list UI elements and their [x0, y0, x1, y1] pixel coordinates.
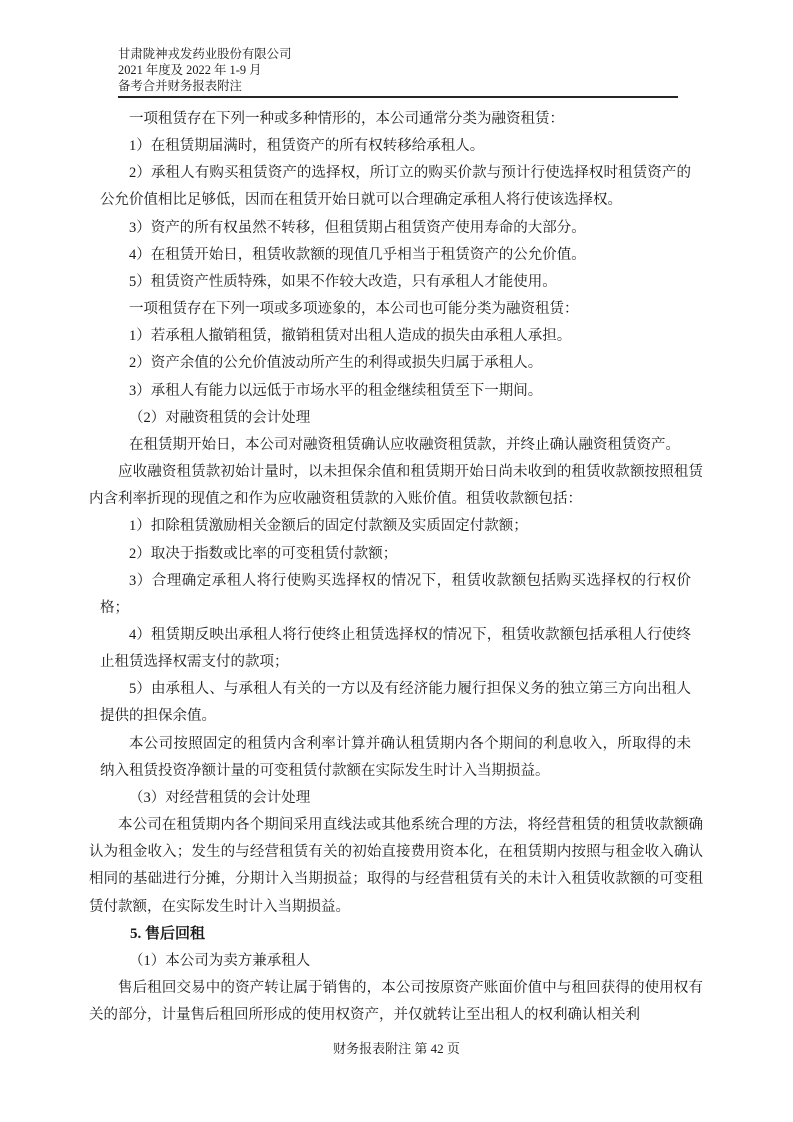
subsection-title: （2）对融资租赁的会计处理	[129, 409, 311, 426]
paragraph: 本公司按照固定的租赁内含利率计算并确认租赁期内各个期间的利息收入，所取得的未纳入租赁投资净额计量的可变租赁付款额在实际发生时计入当期损益。	[100, 735, 691, 779]
page-header	[118, 47, 678, 98]
report-period: 2021 年度及 2022 年 1-9 月	[118, 62, 262, 77]
company-name: 甘肃陇神戎发药业股份有限公司	[118, 47, 292, 61]
list-item: 2）资产余值的公允价值波动所产生的利得或损失归属于承租人。	[129, 355, 543, 372]
list-item: 3）资产的所有权虽然不转移，但租赁期占租赁资产使用寿命的大部分。	[129, 219, 586, 236]
list-item: 1）在租赁期届满时，租赁资产的所有权转移给承租人。	[129, 138, 485, 155]
doc-title: 备考合并财务报表附注	[118, 78, 242, 93]
subsection-title: （1）本公司为卖方兼承租人	[129, 952, 311, 969]
list-item: 5）由承租人、与承租人有关的一方以及有经济能力履行担保义务的独立第三方向出租人提供的担保余值。	[100, 681, 691, 725]
paragraph: 一项租赁存在下列一项或多项迹象的，本公司也可能分类为融资租赁：	[129, 301, 579, 318]
list-item: 4）租赁期反映出承租人将行使终止租赁选择权的情况下，租赁收款额包括承租人行使终止租赁选择权需支付的款项；	[100, 626, 691, 671]
paragraph: 本公司在租赁期内各个期间采用直线法或其他系统合理的方法，将经营租赁的租赁收款额确认为租金收入；发生的与经营租赁有关的初始直接费用资本化，在租赁期内按照与租金收入确认相同的基础进行分摊，分期计入当期损益；取得的与经营租赁有关的未计入租赁收款额的可变租赁付款额，在实际发生时计入当期损益。	[89, 817, 703, 915]
paragraph: 售后租回交易中的资产转让属于销售的，本公司按原资产账面价值中与租回获得的使用权有关的部分，计量售后租回所形成的使用权资产，并仅就转让至出租人的权利确认相关利	[89, 980, 703, 1024]
section-heading: 5. 售后回租	[130, 925, 206, 942]
paragraph: 应收融资租赁款初始计量时，以未担保余值和租赁期开始日尚未收到的租赁收款额按照租赁内含利率折现的现值之和作为应收融资租赁款的入账价值。租赁收款额包括：	[89, 464, 703, 508]
subsection-title: （3）对经营租赁的会计处理	[129, 789, 311, 806]
list-item: 2）承租人有购买租赁资产的选择权，所订立的购买价款与预计行使选择权时租赁资产的公允价值相比足够低，因而在租赁开始日就可以合理确定承租人将行使该选择权。	[100, 165, 691, 209]
list-item: 1）若承租人撤销租赁，撤销租赁对出租人造成的损失由承租人承担。	[129, 328, 572, 345]
list-item: 3）合理确定承租人将行使购买选择权的情况下，租赁收款额包括购买选择权的行权价格；	[100, 572, 691, 616]
page-footer: 财务报表附注 第 42 页	[333, 1041, 460, 1056]
paragraph: 在租赁期开始日，本公司对融资租赁确认应收融资租赁款，并终止确认融资租赁资产。	[129, 436, 680, 453]
list-item: 1）扣除租赁激励相关金额后的固定付款额及实质固定付款额；	[129, 518, 528, 535]
paragraph: 一项租赁存在下列一种或多种情形的，本公司通常分类为融资租赁：	[129, 111, 564, 127]
list-item: 5）租赁资产性质特殊，如果不作较大改造，只有承租人才能使用。	[129, 273, 557, 290]
list-item: 3）承租人有能力以远低于市场水平的租金继续租赁至下一期间。	[129, 382, 543, 399]
document-body	[89, 106, 703, 1029]
list-item: 2）取决于指数或比率的可变租赁付款额；	[129, 545, 398, 562]
list-item: 4）在租赁开始日，租赁收款额的现值几乎相当于租赁资产的公允价值。	[129, 246, 586, 263]
